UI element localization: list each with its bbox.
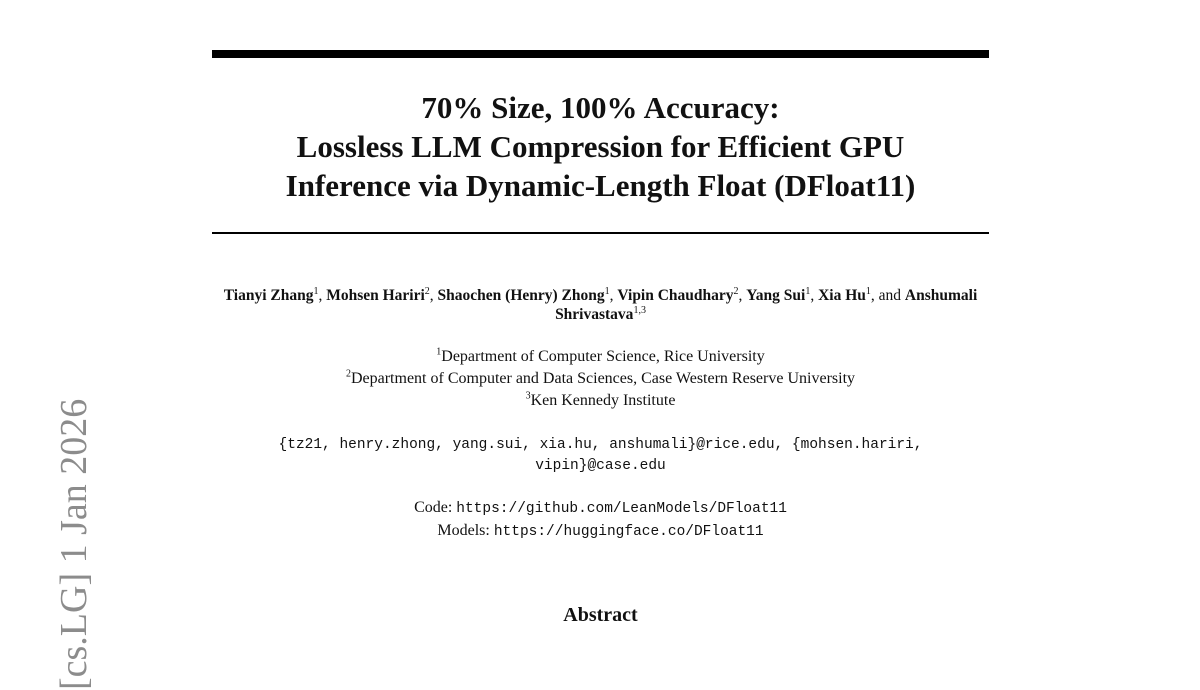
author-affiliation-mark: 1 xyxy=(805,285,811,297)
author-connector: , and xyxy=(870,287,905,304)
email-line-2: vipin}@case.edu xyxy=(535,458,666,474)
title-line-3: Inference via Dynamic-Length Float (DFloat11) xyxy=(285,168,916,203)
title-bottom-rule xyxy=(212,232,989,234)
author-emails xyxy=(212,435,989,477)
affiliation-text: Department of Computer and Data Sciences, Case Western Reserve University xyxy=(350,370,856,387)
affiliation-line xyxy=(212,368,989,390)
author-affiliation-mark: 2 xyxy=(733,285,739,297)
author-affiliation-mark: 1,3 xyxy=(633,304,646,316)
abstract-heading: Abstract xyxy=(563,604,638,626)
author-affiliation-mark: 1 xyxy=(313,285,319,297)
affiliation-text: Ken Kennedy Institute xyxy=(530,392,676,409)
affiliation-mark: 3 xyxy=(525,390,531,402)
author-name: Vipin Chaudhary xyxy=(617,287,734,304)
code-label: Code: xyxy=(414,499,457,516)
affiliation-mark: 2 xyxy=(345,368,351,380)
models-url-link[interactable]: https://huggingface.co/DFloat11 xyxy=(493,524,764,540)
models-link-row xyxy=(212,520,989,543)
author-name: Shaochen (Henry) Zhong xyxy=(437,287,605,304)
affiliation-line xyxy=(212,390,989,412)
author-list: Tianyi Zhang$^1$, Mohsen Hariri$^2$, Shaochen (Henry) Zhong$^1$, Vipin Chaudhary$^2$, Yang Sui$^1$, Xia Hu$^1$, and Anshumali Shrivastava$^{1,3}$ xyxy=(223,285,978,323)
affiliation-mark: 1 xyxy=(436,346,442,358)
author-name: Mohsen Hariri xyxy=(326,287,425,304)
affiliation-list xyxy=(212,346,989,412)
author-affiliation-mark: 1 xyxy=(865,285,871,297)
author-affiliation-mark: 2 xyxy=(424,285,430,297)
author-name: Xia Hu xyxy=(818,287,866,304)
affiliation-text: Department of Computer Science, Rice University xyxy=(441,348,765,365)
code-link-row xyxy=(212,497,989,520)
author-name: Anshumali Shrivastava xyxy=(555,287,978,323)
arxiv-identifier-stamp: [cs.LG] 1 Jan 2026 xyxy=(53,398,95,690)
code-url-link[interactable]: https://github.com/LeanModels/DFloat11 xyxy=(456,501,787,517)
author-name: Yang Sui xyxy=(746,287,806,304)
title-line-2: Lossless LLM Compression for Efficient GPU xyxy=(296,129,905,164)
email-line-1: {tz21, henry.zhong, yang.sui, xia.hu, anshumali}@rice.edu, {mohsen.hariri, xyxy=(278,437,923,453)
title-line-1: 70% Size, 100% Accuracy: xyxy=(421,90,780,125)
paper-title xyxy=(212,88,989,205)
resource-links xyxy=(212,497,989,543)
title-top-rule xyxy=(212,50,989,58)
author-name: Tianyi Zhang xyxy=(223,287,314,304)
author-affiliation-mark: 1 xyxy=(604,285,610,297)
models-label: Models: xyxy=(437,522,494,539)
affiliation-line xyxy=(212,346,989,368)
